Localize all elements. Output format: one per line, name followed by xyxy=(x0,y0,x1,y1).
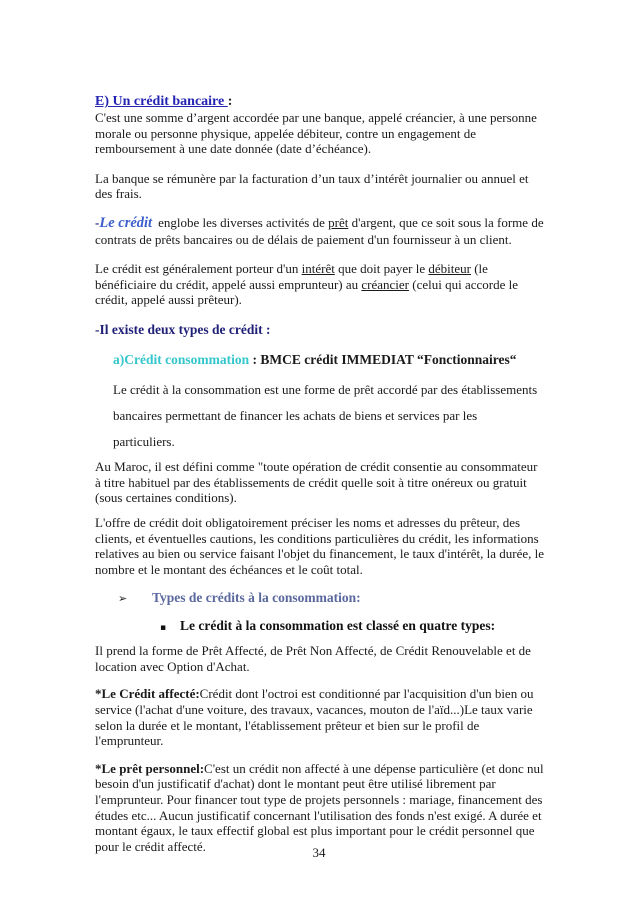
credit-affecte-text: Crédit dont l'octroi est conditionné par l'acquisition d'un bien ou service (l'achat d'une voiture, des travaux, vacances, mouton de l'aïd...)Le taux varie selon la durée et le montant, l'établissement prêteur et bien sur le profil de l'emprunteur. xyxy=(95,686,534,749)
interet-run3: (le bénéficiaire du crédit, appelé aussi emprunteur) au xyxy=(95,261,488,292)
page-number: 34 xyxy=(312,845,326,860)
bullet-types-credits-label: Types de crédits à la consommation: xyxy=(152,590,361,606)
para-definition-credit: C'est une somme d’argent accordée par une banque, appelé créancier, à une personne morale ou personne physique, appelée débiteur, contre un engagement de remboursement à une date donnée (date d’échéance). xyxy=(95,110,537,157)
bmce-label: : BMCE crédit IMMEDIAT “Fonctionnaires“ xyxy=(249,351,517,367)
para-remuneration-banque: La banque se rémunère par la facturation d’un taux d’intérêt journalier ou annuel et des frais. xyxy=(95,170,529,202)
heading-credit-consommation xyxy=(113,352,545,368)
interet-run2: que doit payer le xyxy=(334,261,429,277)
bullet-quatre-types xyxy=(95,618,545,634)
credit-consommation-label: a)Crédit consommation xyxy=(113,351,250,367)
para-pret-accorde: Le crédit à la consommation est une forme de prêt accordé par des établissements bancaires permettant de financer les achats de biens et services par les particuliers. xyxy=(113,382,538,450)
dash-prefix: - xyxy=(95,214,100,230)
underlined-debiteur: débiteur xyxy=(428,261,471,277)
credit-affecte-lead: *Le Crédit affecté: xyxy=(95,686,200,702)
le-credit-run1: englobe les diverses activités de xyxy=(158,214,329,230)
para-maroc: Au Maroc, il est défini comme "toute opération de crédit consentie au consommateur à titre habituel par des établissements de crédit quelle soit à titre onéreux ou gratuit (sous certaines conditions). xyxy=(95,459,538,506)
interet-run1: Le crédit est généralement porteur d'un xyxy=(95,261,302,277)
para-interet-debiteur xyxy=(95,261,545,308)
para-le-credit xyxy=(95,215,545,247)
le-credit-lead: Le crédit xyxy=(99,214,153,231)
square-bullet-icon: ▪ xyxy=(160,623,167,634)
pret-personnel-text: C'est un crédit non affecté à une dépense particulière (et donc nul besoin d'un justificatif d'achat) dont le montant peut être utilisé librement par l'emprunteur. Pour financer tout type de projets personnels : mariage, financement des études etc... Aucun justificatif concernant l'utilisation des fonds n'est exigé. A durée et montant égaux, le taux effectif global est plus important pour le crédit personnel que pour le crédit affecté. xyxy=(95,760,544,854)
underlined-creancier: créancier xyxy=(361,276,410,292)
underlined-interet: intérêt xyxy=(301,261,335,277)
pret-personnel-lead: *Le prêt personnel: xyxy=(95,760,205,776)
para-offre-credit: L'offre de crédit doit obligatoirement préciser les noms et adresses du prêteur, des clients, et éventuelles cautions, les conditions particulières du crédit, les informations relatives au bien ou service faisant l'objet du financement, le taux d'intérêt, la durée, le nombre et le montant des échéances et le coût total. xyxy=(95,514,545,577)
bullet-quatre-types-label: Le crédit à la consommation est classé en quatre types: xyxy=(180,618,496,634)
heading-colon: : xyxy=(227,94,233,109)
heading-deux-types: -Il existe deux types de crédit : xyxy=(95,321,271,337)
underlined-pret: prêt xyxy=(328,214,349,230)
bullet-types-credits xyxy=(95,590,545,606)
interet-run4: (celui qui accorde le crédit, appelé aussi prêteur). xyxy=(95,276,519,308)
heading-credit-bancaire-text: E) Un crédit bancaire xyxy=(95,94,228,109)
le-credit-run2: d'argent, que ce soit sous la forme de contrats de prêts bancaires ou de délais de paiement d'un fournisseur à un client. xyxy=(95,214,544,247)
arrow-bullet-icon: ➢ xyxy=(118,592,128,606)
para-forme-pret: Il prend la forme de Prêt Affecté, de Prêt Non Affecté, de Crédit Renouvelable et de location avec Option d'Achat. xyxy=(95,643,531,674)
heading-credit-bancaire xyxy=(95,93,545,110)
para-pret-personnel xyxy=(95,761,545,855)
para-credit-affecte xyxy=(95,686,545,748)
